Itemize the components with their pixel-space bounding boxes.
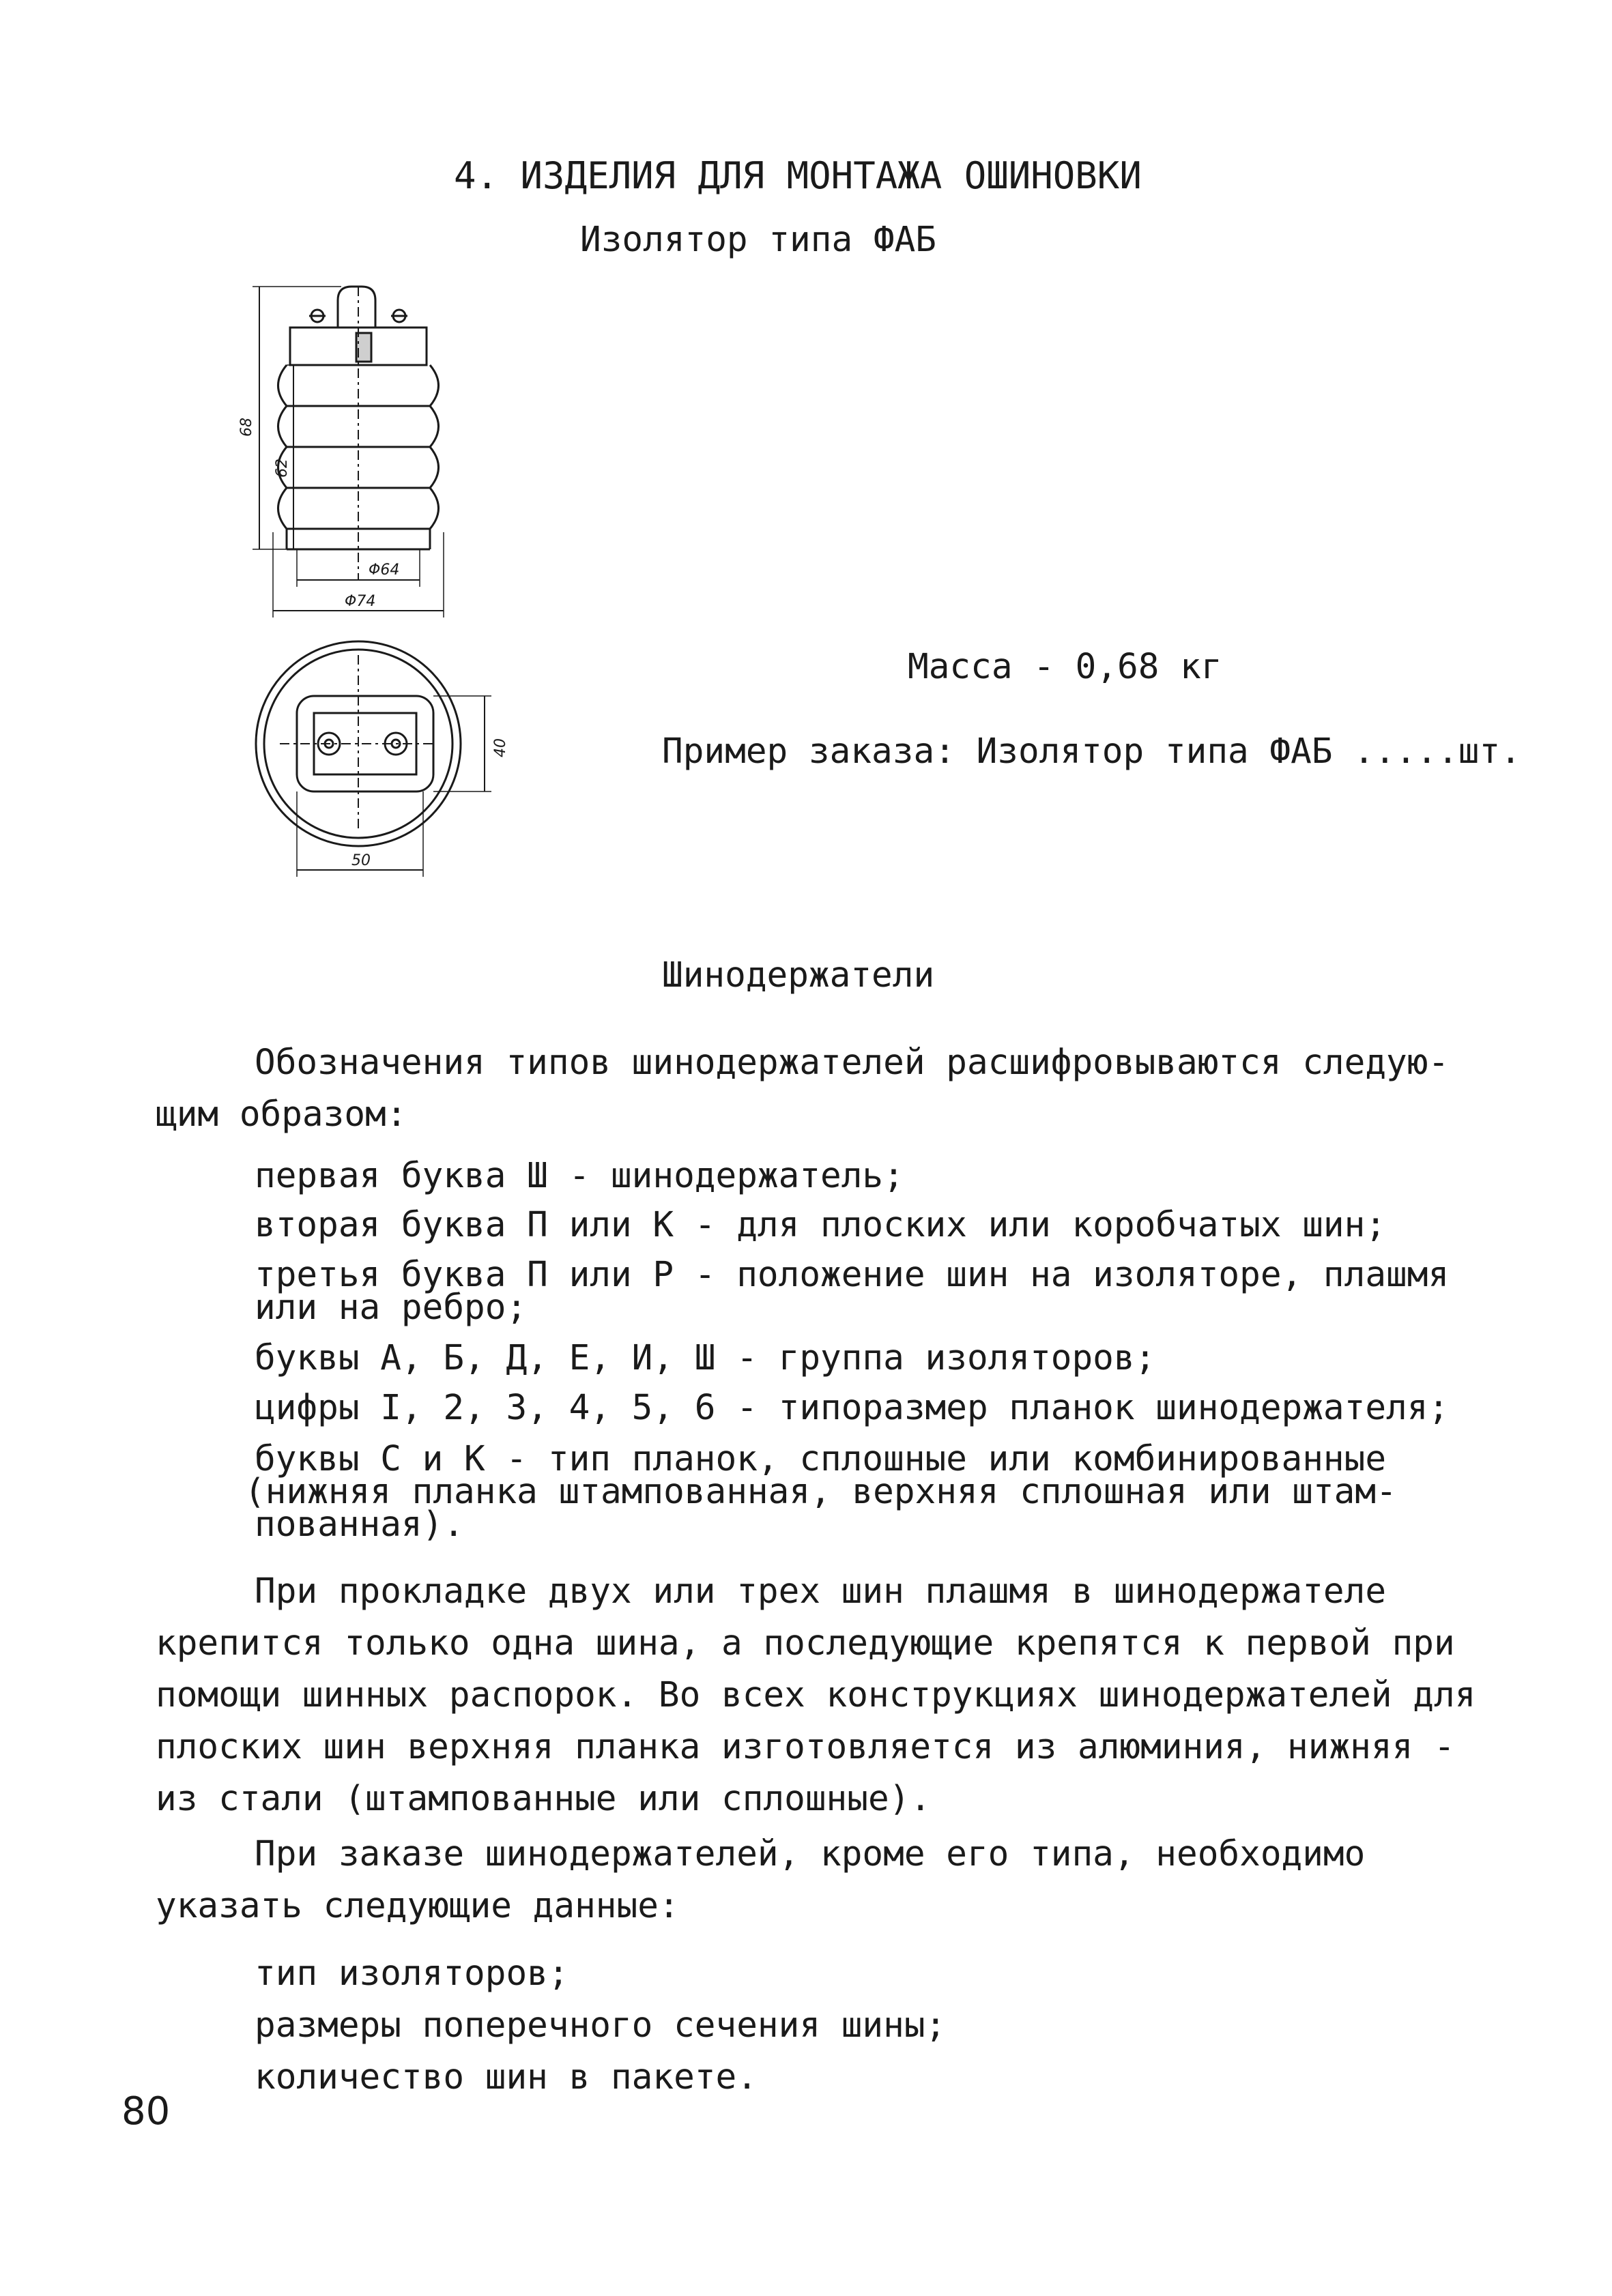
list-item: тип изоляторов; bbox=[255, 1953, 569, 1994]
text-line: буквы С и К - тип планок, сплошные или комбинированные bbox=[255, 1439, 1387, 1479]
list-item: размеры поперечного сечения шины; bbox=[255, 2005, 947, 2046]
subtitle: Изолятор типа ФАБ bbox=[580, 220, 936, 260]
list-item bbox=[255, 1156, 904, 1196]
text-line: (нижняя планка штампованная, верхняя сплошная или штам- bbox=[244, 1472, 1397, 1512]
text-line: плоских шин верхняя планка изготовляется из алюминия, нижняя - bbox=[156, 1727, 1455, 1767]
list-item bbox=[255, 1255, 1450, 1328]
text-line: первая буква Ш - шинодержатель; bbox=[255, 1156, 904, 1196]
list-item bbox=[255, 1205, 1387, 1245]
mass-value: Масса - 0,68 кг bbox=[908, 647, 1222, 687]
dim-label-phi74: Φ74 bbox=[345, 593, 376, 610]
list-item bbox=[255, 1338, 1156, 1378]
text-line: При прокладке двух или трех шин плашмя в шинодержателе bbox=[255, 1571, 1387, 1612]
subheading: Шинодержатели bbox=[662, 955, 935, 996]
text-line: При заказе шинодержателей, кроме его типа, необходимо bbox=[255, 1834, 1366, 1874]
dim-label-50: 50 bbox=[351, 852, 371, 869]
dim-label-40: 40 bbox=[492, 738, 509, 757]
text-line: из стали (штампованные или сплошные). bbox=[156, 1779, 932, 1819]
text-line: помощи шинных распорок. Во всех конструкциях шинодержателей для bbox=[156, 1675, 1476, 1715]
text-line: пованная). bbox=[255, 1505, 465, 1545]
page-number: 80 bbox=[121, 2089, 171, 2134]
paragraph-2 bbox=[156, 1829, 1365, 1932]
dim-label-62: 62 bbox=[274, 459, 291, 478]
section-title: 4. ИЗДЕЛИЯ ДЛЯ МОНТАЖА ОШИНОВКИ bbox=[454, 154, 1142, 197]
text-line: буквы А, Б, Д, Е, И, Ш - группа изоляторов; bbox=[255, 1338, 1156, 1378]
order-example: Пример заказа: Изолятор типа ФАБ .....шт. bbox=[662, 731, 1521, 772]
dim-label-68: 68 bbox=[238, 418, 255, 437]
text-line: цифры I, 2, 3, 4, 5, 6 - типоразмер планок шинодержателя; bbox=[255, 1388, 1450, 1428]
text-line: Обозначения типов шинодержателей расшифровываются следую- bbox=[255, 1043, 1450, 1083]
list-item: количество шин в пакете. bbox=[255, 2057, 758, 2097]
list-item bbox=[255, 1388, 1450, 1428]
text-line: крепится только одна шина, а последующие крепятся к первой при bbox=[156, 1623, 1455, 1663]
text-line: вторая буква П или К - для плоских или коробчатых шин; bbox=[255, 1205, 1387, 1245]
list-item bbox=[244, 1439, 1397, 1545]
dim-label-phi64: Φ64 bbox=[369, 562, 400, 579]
text-line: щим образом: bbox=[156, 1094, 407, 1135]
text-line: или на ребро; bbox=[255, 1288, 528, 1328]
text-line: указать следующие данные: bbox=[156, 1886, 680, 1926]
intro-paragraph bbox=[156, 1037, 1449, 1141]
paragraph-1 bbox=[156, 1566, 1476, 1825]
order-data-list bbox=[255, 1948, 946, 2104]
text-line: третья буква П или Р - положение шин на изоляторе, плашмя bbox=[255, 1255, 1450, 1295]
insulator-drawing bbox=[157, 259, 539, 914]
